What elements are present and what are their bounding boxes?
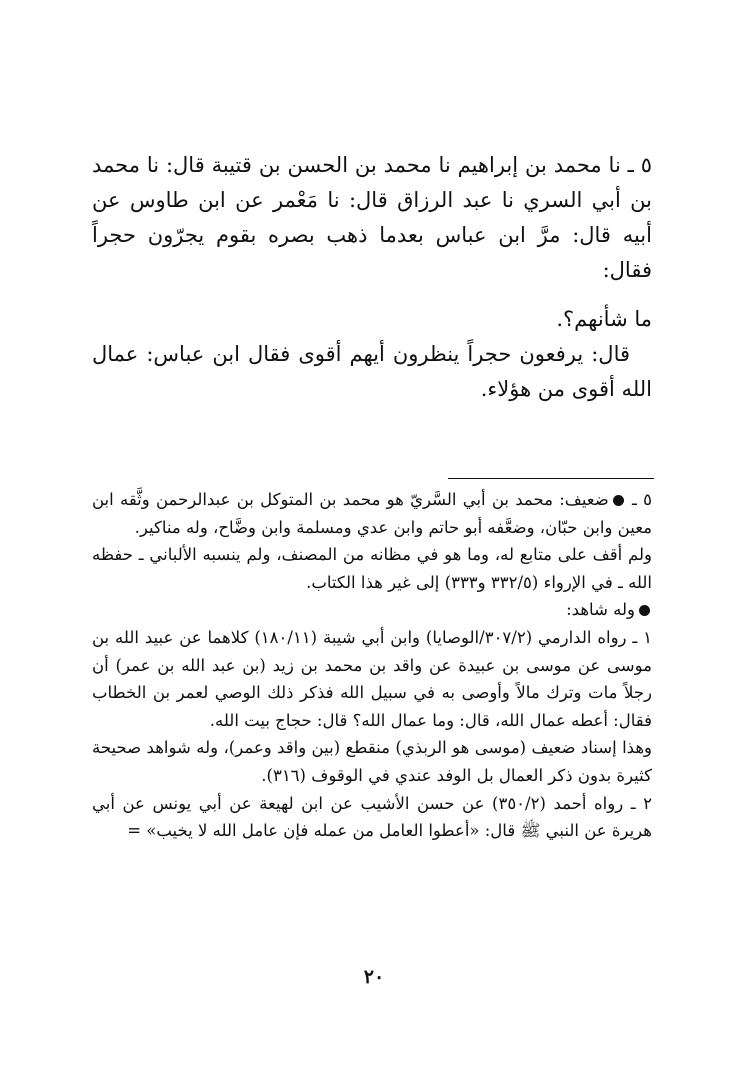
- footnote-witness-heading: [92, 596, 652, 624]
- main-text: [92, 148, 652, 407]
- page-number: ٢٠: [363, 966, 385, 988]
- main-paragraph-answer: قال: يرفعون حجراً ينظرون أيهم أقوى فقال ابن عباس: عمال الله أقوى من هؤلاء.: [92, 342, 652, 401]
- footnotes: [92, 486, 652, 845]
- footnote-witness-1-grading: وهذا إسناد ضعيف (موسى هو الربذي) منقطع (بين واقد وعمر)، وله شواهد صحيحة كثيرة بدون ذكر العمال بل الوفد عندي في الوقوف (٣١٦).: [92, 738, 652, 785]
- footnote-grading: [92, 486, 652, 541]
- footnote-witness-2: ٢ ـ رواه أحمد (٣٥٠/٢) عن حسن الأشيب عن ابن لهيعة عن أبي يونس عن أبي هريرة عن النبي ﷺ قال: «أعطوا العامل من عمله فإن عامل الله لا يخيب» =: [92, 793, 652, 841]
- footnote-number: ٥ ـ: [632, 490, 652, 509]
- main-paragraph-question: ما شأنهم؟.: [556, 307, 652, 331]
- footnote-grading-text: ضعيف: محمد بن أبي السَّريّ هو محمد بن المتوكل بن عبدالرحمن وثَّقه ابن معين وابن حبّان، وضعَّفه أبو حاتم وابن عدي ومسلمة وابن وضَّاح، وله مناكير.: [92, 490, 652, 537]
- bullet-icon: [639, 605, 650, 616]
- footnote-no-follow-up: ولم أقف على متابع له، وما هو في مظانه من المصنف، ولم ينسبه الألباني ـ حفظه الله ـ في الإرواء (٣٣٢/٥ و٣٣٣) إلى غير هذا الكتاب.: [92, 545, 652, 592]
- footnote-witness-1: ١ ـ رواه الدارمي (٣٠٧/٢/الوصايا) وابن أبي شيبة (١٨٠/١١) كلاهما عن عبيد الله بن موسى عن موسى بن عبيدة عن واقد بن محمد بن زيد (بن عبد الله بن عمر) أن رجلاً مات وترك مالاً وأوصى به في سبيل الله فذكر ذلك الوصي لعمر بن الخطاب فقال: أعطه عمال الله، قال: وما عمال الله؟ قال: حجاج بيت الله.: [92, 627, 652, 730]
- footnote-separator: [448, 478, 654, 479]
- footnote-witness-heading-text: وله شاهد:: [566, 600, 635, 620]
- main-paragraph-narration: ٥ ـ نا محمد بن إبراهيم نا محمد بن الحسن بن قتيبة قال: نا محمد بن أبي السري نا عبد الرزاق قال: نا مَعْمر عن ابن طاوس عن أبيه قال: مرَّ ابن عباس بعدما ذهب بصره بقوم يجرّون حجراً فقال:: [92, 153, 652, 282]
- bullet-icon: [613, 495, 624, 506]
